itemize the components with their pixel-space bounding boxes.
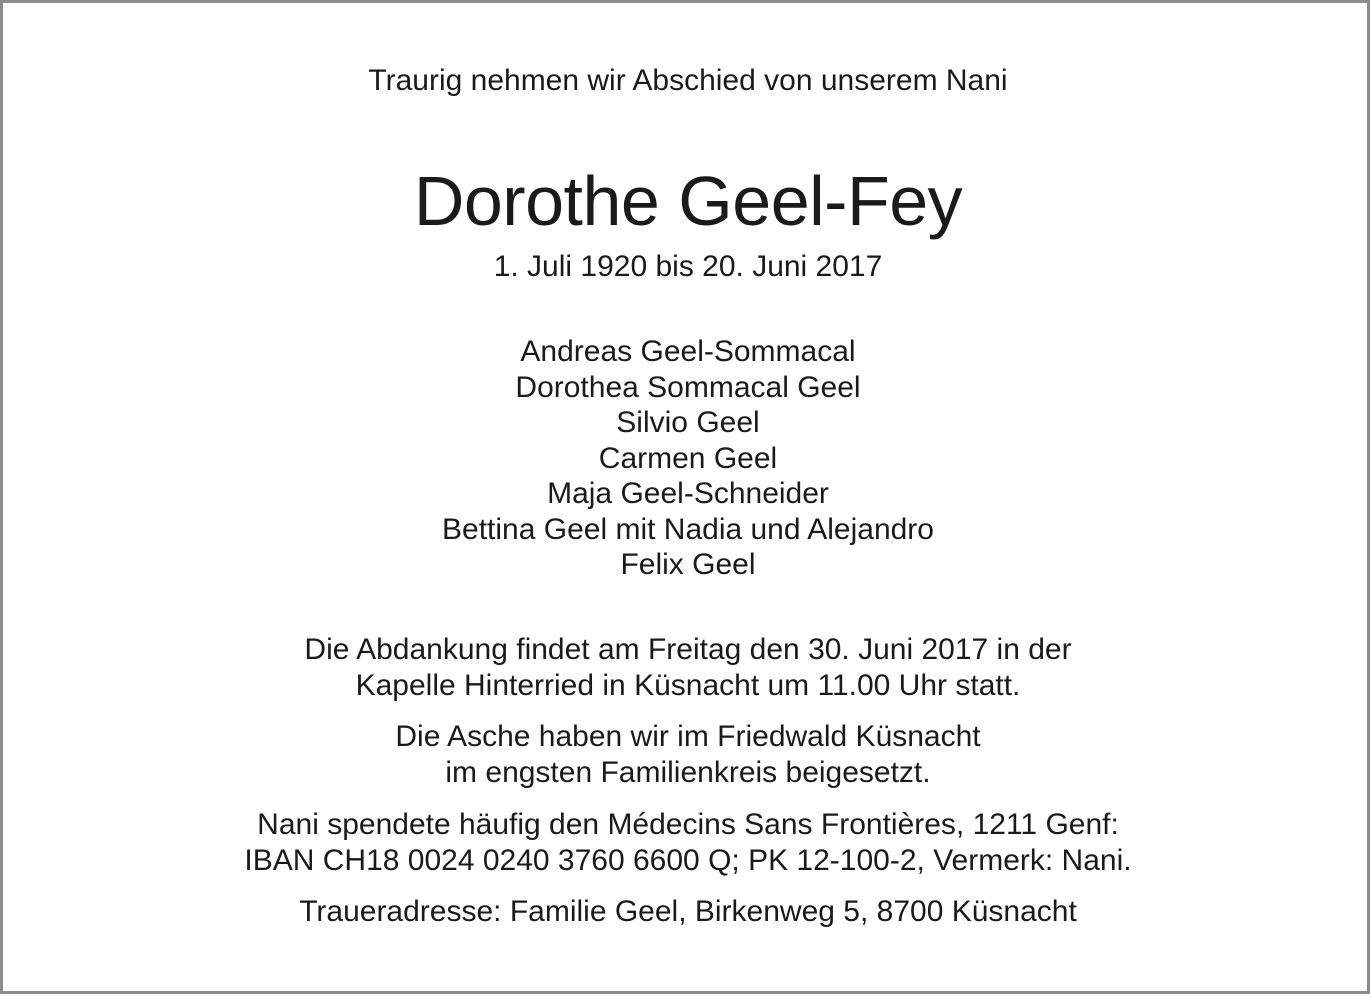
funeral-info-line: Die Abdankung findet am Freitag den 30. Juni 2017 in der bbox=[304, 633, 1072, 666]
funeral-info bbox=[3, 632, 1370, 704]
donation-info-line: IBAN CH18 0024 0240 3760 6600 Q; PK 12-100-2, Vermerk: Nani. bbox=[244, 844, 1132, 877]
ashes-info-line: im engsten Familienkreis beigesetzt. bbox=[445, 756, 931, 789]
intro-text: Traurig nehmen wir Abschied von unserem Nani bbox=[368, 64, 1008, 97]
mourning-address: Traueradresse: Familie Geel, Birkenweg 5, 8700 Küsnacht bbox=[299, 895, 1077, 928]
donation-info-line: Nani spendete häufig den Médecins Sans Frontières, 1211 Genf: bbox=[257, 808, 1119, 841]
mourner-name: Andreas Geel-Sommacal bbox=[520, 335, 856, 368]
ashes-info-line: Die Asche haben wir im Friedwald Küsnacht bbox=[395, 720, 981, 753]
mourner-name: Bettina Geel mit Nadia und Alejandro bbox=[442, 512, 934, 546]
deceased-name: Dorothe Geel-Fey bbox=[413, 162, 963, 240]
mourner-name: Carmen Geel bbox=[598, 441, 778, 475]
mourners-list bbox=[3, 334, 1370, 583]
funeral-info-line: Kapelle Hinterried in Küsnacht um 11.00 Uhr statt. bbox=[355, 669, 1021, 702]
mourner-name: Dorothea Sommacal Geel bbox=[515, 370, 861, 404]
ashes-info bbox=[3, 719, 1370, 791]
mourner-name: Maja Geel-Schneider bbox=[547, 477, 829, 510]
donation-info bbox=[3, 807, 1370, 879]
mourner-name: Silvio Geel bbox=[616, 406, 760, 439]
mourner-name: Felix Geel bbox=[620, 548, 756, 581]
life-dates: 1. Juli 1920 bis 20. Juni 2017 bbox=[493, 250, 883, 283]
